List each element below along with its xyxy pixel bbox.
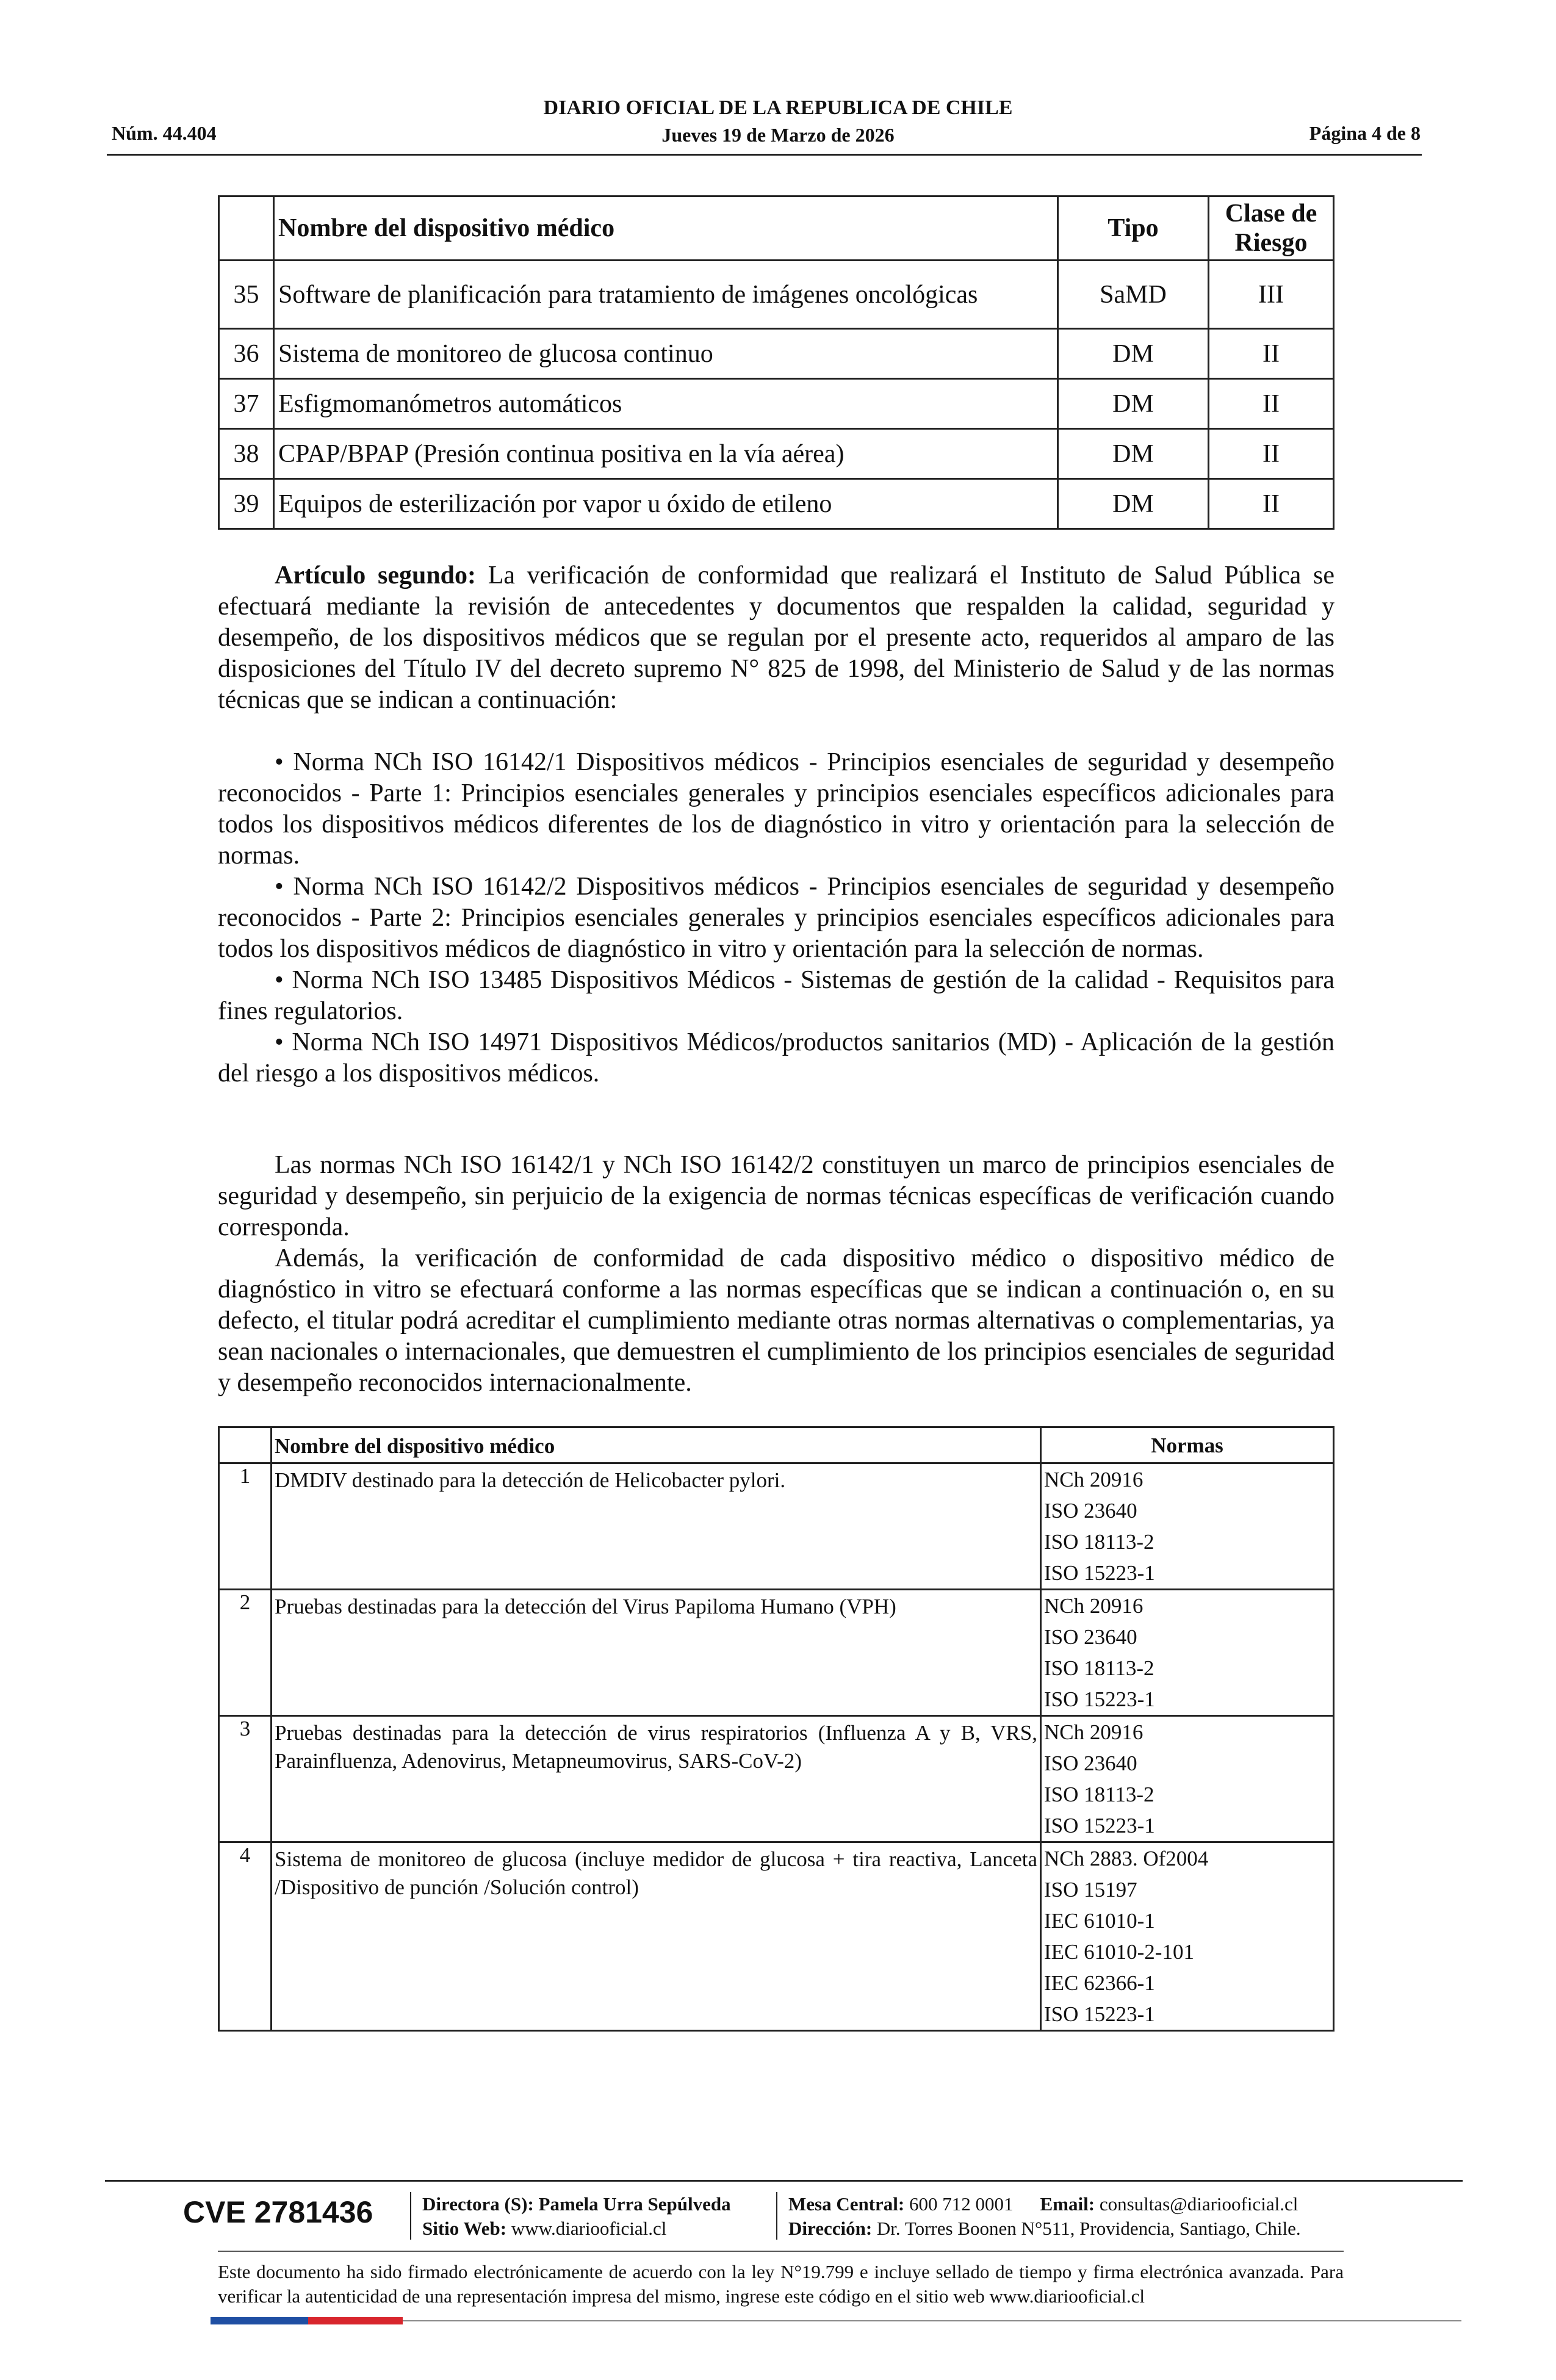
footer-sitio [422,2216,731,2241]
table-row [219,1463,1334,1590]
header-divider [107,154,1422,156]
footer-divider [105,2180,1463,2182]
norma-item: ISO 15223-1 [1044,1687,1155,1711]
row-tipo: DM [1058,379,1209,429]
table-row [219,1716,1334,1842]
table-row [219,1842,1334,2031]
row-normas [1041,1716,1334,1842]
table-row [219,479,1334,529]
device-norms-table [218,1426,1334,2032]
norma-item: IEC 61010-1 [1044,1909,1155,1933]
sitio-link[interactable]: www.diariooficial.cl [511,2218,667,2239]
header-cell-normas: Normas [1041,1427,1334,1463]
flag-bar-red [308,2317,403,2324]
row-name: Sistema de monitoreo de glucosa continuo [274,329,1058,379]
row-normas [1041,1463,1334,1590]
header-clase-line1: Clase de [1225,200,1317,228]
mesa-label: Mesa Central: [788,2193,905,2215]
row-name: Sistema de monitoreo de glucosa (incluye medidor de glucosa + tira reactiva, Lanceta /Dispositivo de punción /Solución control) [272,1842,1041,2031]
row-name: Software de planificación para tratamiento de imágenes oncológicas [274,261,1058,329]
article-text: La verificación de conformidad que realizará el Instituto de Salud Pública se efectuará mediante la revisión de antecedentes y documentos que respalden la calidad, seguridad y desempeño, de los dispositivos médicos que se regulan por el presente acto, requeridos al amparo de las disposiciones del Título IV del decreto supremo N° 825 de 1998, del Ministerio de Salud y de las normas técnicas que se indican a continuación: [218,561,1334,714]
row-name: Esfigmomanómetros automáticos [274,379,1058,429]
norma-item: ISO 23640 [1044,1499,1137,1523]
row-normas [1041,1842,1334,2031]
direccion-value: Dr. Torres Boonen N°511, Providencia, Santiago, Chile. [876,2218,1301,2239]
flag-bar-blue [211,2317,308,2324]
paragraph: Además, la verificación de conformidad de cada dispositivo médico o dispositivo médico de diagnóstico in vitro se efectuará conforme a las normas específicas que se indican a continuación o, en su defecto, el titular podrá acreditar el cumplimiento mediante otras normas alternativas o complementarias, ya sean nacionales o internacionales, que demuestren el cumplimiento de los principios esenciales de seguridad y desempeño reconocidos internacionalmente. [218,1244,1334,1397]
footer-contact-info [788,2192,1301,2241]
table-row [219,379,1334,429]
norma-item: ISO 23640 [1044,1625,1137,1649]
footer-mesa-email [788,2192,1301,2216]
norma-item: IEC 62366-1 [1044,1971,1155,1995]
header-cell-clase [1209,197,1334,261]
header-cell-tipo: Tipo [1058,197,1209,261]
row-num: 37 [219,379,274,429]
norma-item: ISO 18113-2 [1044,1656,1154,1680]
norma-item: ISO 18113-2 [1044,1783,1154,1806]
masthead-date: Jueves 19 de Marzo de 2026 [661,124,895,146]
norm-bullet: • Norma NCh ISO 16142/1 Dispositivos médicos - Principios esenciales de seguridad y desempeño reconocidos - Parte 1: Principios esenciales generales y principios esenciales específicos adicionales para todos los dispositivos médicos diferentes de los de diagnóstico in vitro y orientación para la selección de normas. [218,748,1334,870]
row-name: Pruebas destinadas para la detección del Virus Papiloma Humano (VPH) [272,1590,1041,1716]
row-tipo: DM [1058,429,1209,479]
row-num: 36 [219,329,274,379]
row-name: Equipos de esterilización por vapor u óxido de etileno [274,479,1058,529]
norm-bullet: • Norma NCh ISO 13485 Dispositivos Médicos - Sistemas de gestión de la calidad - Requisitos para fines regulatorios. [218,966,1334,1025]
norma-item: NCh 20916 [1044,1720,1144,1744]
row-num: 1 [219,1463,272,1590]
email-link[interactable]: consultas@diariooficial.cl [1099,2193,1298,2215]
issue-number: Núm. 44.404 [112,122,217,144]
page-number: Página 4 de 8 [1309,122,1421,144]
directora-label: Directora (S): [422,2193,534,2215]
row-tipo: DM [1058,329,1209,379]
email-label: Email: [1040,2193,1095,2215]
norma-item: ISO 18113-2 [1044,1530,1154,1554]
norma-item: NCh 2883. Of2004 [1044,1847,1209,1870]
header-cell-num [219,1427,272,1463]
row-num: 39 [219,479,274,529]
explanatory-text [218,1150,1334,1399]
sitio-label: Sitio Web: [422,2218,507,2239]
footer-separator [776,2192,777,2240]
header-cell-name: Nombre del dispositivo médico [272,1427,1041,1463]
header-clase-line2: Riesgo [1234,229,1308,257]
norma-item: IEC 61010-2-101 [1044,1940,1194,1964]
footer-bottom-line [403,2320,1461,2321]
article-label: Artículo segundo: [275,561,477,590]
row-normas [1041,1590,1334,1716]
header-cell-name: Nombre del dispositivo médico [274,197,1058,261]
norma-item: ISO 23640 [1044,1751,1137,1775]
table-row [219,261,1334,329]
row-clase: II [1209,429,1334,479]
norm-bullet: • Norma NCh ISO 14971 Dispositivos Médicos/productos sanitarios (MD) - Aplicación de la gestión del riesgo a los dispositivos médicos. [218,1028,1334,1087]
norma-item: ISO 15223-1 [1044,2002,1155,2026]
norma-item: ISO 15197 [1044,1878,1137,1902]
row-num: 2 [219,1590,272,1716]
footer-note-divider [218,2251,1344,2252]
row-clase: II [1209,379,1334,429]
row-name: Pruebas destinadas para la detección de virus respiratorios (Influenza A y B, VRS, Parainfluenza, Adenovirus, Metapneumovirus, SARS-CoV-2) [272,1716,1041,1842]
norms-list [218,747,1334,1089]
row-clase: II [1209,329,1334,379]
row-num: 38 [219,429,274,479]
row-clase: II [1209,479,1334,529]
device-risk-table [218,195,1334,530]
article-paragraph [218,560,1334,716]
signature-notice: Este documento ha sido firmado electrónicamente de acuerdo con la ley N°19.799 e incluye sellado de tiempo y firma electrónica avanzada. Para verificar la autenticidad de una representación impresa del mismo, ingrese este código en el sitio web www.diariooficial.cl [218,2261,1344,2307]
table-row [219,1590,1334,1716]
direccion-label: Dirección: [788,2218,873,2239]
masthead-title: DIARIO OFICIAL DE LA REPUBLICA DE CHILE [543,96,1013,119]
paragraph: Las normas NCh ISO 16142/1 y NCh ISO 16142/2 constituyen un marco de principios esenciales de seguridad y desempeño, sin perjuicio de la exigencia de normas técnicas específicas de verificación cuando corresponda. [218,1151,1334,1241]
norma-item: ISO 15223-1 [1044,1814,1155,1837]
norma-item: ISO 15223-1 [1044,1561,1155,1585]
footer-editor-info [422,2192,731,2241]
footer-separator [410,2192,411,2240]
footer-directora [422,2192,731,2216]
cve-code: CVE 2781436 [183,2195,373,2229]
mesa-value: 600 712 0001 [909,2193,1014,2215]
norma-item: NCh 20916 [1044,1468,1144,1491]
row-name: DMDIV destinado para la detección de Helicobacter pylori. [272,1463,1041,1590]
table-row [219,329,1334,379]
footer-direccion [788,2216,1301,2241]
article-second [218,560,1334,716]
row-tipo: DM [1058,479,1209,529]
row-num: 35 [219,261,274,329]
row-num: 4 [219,1842,272,2031]
directora-value: Pamela Urra Sepúlveda [538,2193,731,2215]
norma-item: NCh 20916 [1044,1594,1144,1618]
row-tipo: SaMD [1058,261,1209,329]
row-num: 3 [219,1716,272,1842]
table-header-row [219,1427,1334,1463]
row-name: CPAP/BPAP (Presión continua positiva en la vía aérea) [274,429,1058,479]
table-header-row [219,197,1334,261]
header-cell-num [219,197,274,261]
row-clase: III [1209,261,1334,329]
norm-bullet: • Norma NCh ISO 16142/2 Dispositivos médicos - Principios esenciales de seguridad y desempeño reconocidos - Parte 2: Principios esenciales generales y principios esenciales específicos adicionales para todos los dispositivos médicos de diagnóstico in vitro y orientación para la selección de normas. [218,873,1334,963]
table-row [219,429,1334,479]
